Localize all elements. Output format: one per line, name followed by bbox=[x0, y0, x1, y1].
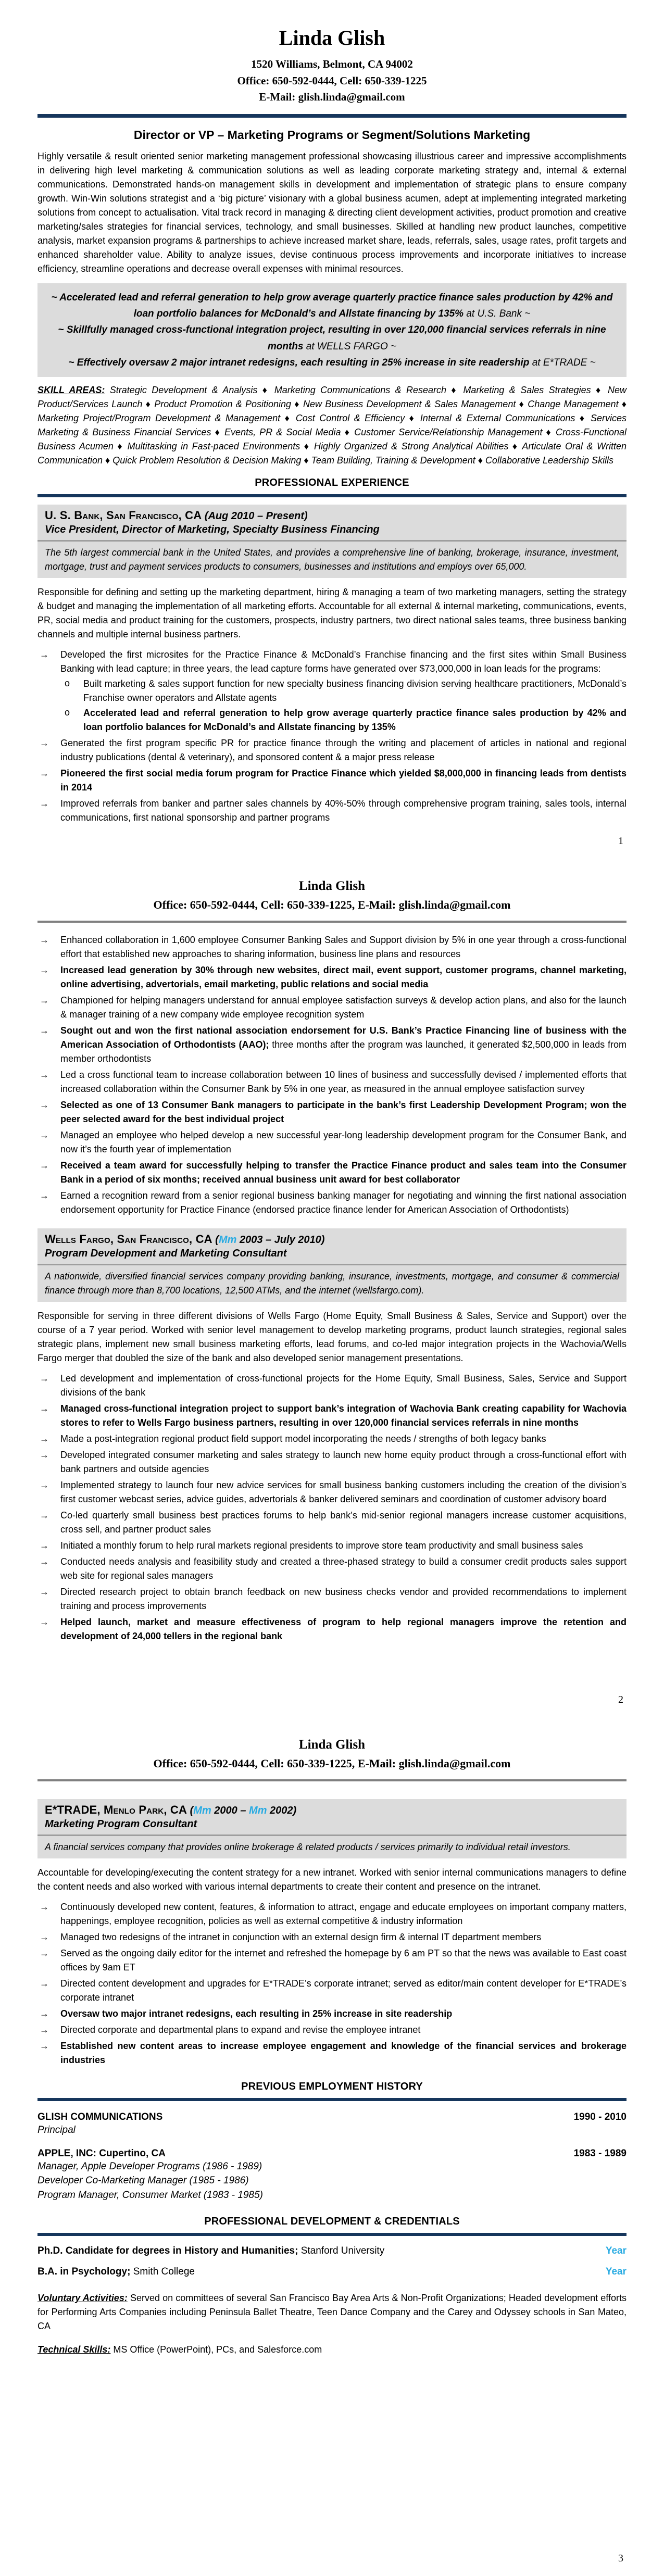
credential-row bbox=[37, 2245, 627, 2257]
achievement-list bbox=[37, 1900, 627, 2067]
bullet-item: → Managed an employee who helped develop a new successful year-long leadership development program for the Consumer Bank, and now it’s the fourth year of implementation bbox=[37, 1128, 627, 1157]
bullet-item: → Led a cross functional team to increase collaboration between 10 lines of business and successfully devised / implemented efforts that increased collaboration within the Consumer Bank by 5% in one year, as measured in the annual employee satisfaction survey bbox=[37, 1068, 627, 1096]
resume-name: Linda Glish bbox=[279, 26, 385, 49]
company-header bbox=[37, 1228, 627, 1264]
contact-email: E-Mail: glish.linda@gmail.com bbox=[259, 91, 405, 103]
company-block-wellsfargo bbox=[37, 1228, 627, 1302]
resume-name: Linda Glish bbox=[298, 1738, 366, 1752]
company-dates bbox=[215, 1234, 324, 1246]
credential-row bbox=[37, 2266, 627, 2278]
employment-dates: 1983 - 1989 bbox=[573, 2147, 627, 2159]
bullet-item: → Led development and implementation of cross-functional projects for the Home Equity, Small Business, Sales, Service and Support divisions of the bank bbox=[37, 1372, 627, 1400]
bullet-item: → Generated the first program specific PR for practice finance through the writing and placement of articles in national and regional industry publications (dental & veterinary), and sponsored content & a major press release bbox=[37, 736, 627, 764]
resume-name: Linda Glish bbox=[298, 879, 366, 893]
skill-areas-list: Strategic Development & Analysis ♦ Marketing Communications & Research ♦ Marketing & Sales Strategies ♦ New Product/Services Launch ♦ Product Promotion & Positioning ♦ New Business Development & Sales Management ♦ Change Management ♦ Marketing Project/Program Development & Management ♦ Cost Control & Efficiency ♦ Internal & External Communications ♦ Services Marketing & Business Financial Services ♦ Events, PR & Social Media ♦ Customer Service/Relationship Management ♦ Cross-Functional Business Acumen ♦ Multitasking in Fast-paced Environments ♦ Highly Organized & Strong Analytical Abilities ♦ Articulate Oral & Written Communication ♦ Quick Problem Resolution & Decision Making ♦ Team Building, Training & Development ♦ Collaborative Leadership Skills bbox=[37, 385, 627, 466]
employment-role-list bbox=[37, 2159, 627, 2203]
highlight-item: ~ Effectively oversaw 2 major intranet redesigns, each resulting in 25% increase in site readership at E*TRADE ~ bbox=[68, 357, 596, 368]
credential-year: Year bbox=[605, 2245, 627, 2257]
company-description: The 5th largest commercial bank in the United States, and provides a comprehensive line of banking, brokerage, insurance, investment, mortgage, trust and payment services products to consumers, businesses and institutions and employs over 65,000. bbox=[45, 547, 619, 572]
company-block-usbank bbox=[37, 505, 627, 578]
role-intro-paragraph: Accountable for developing/executing the content strategy for a new intranet. Worked with senior internal communications managers to define the content needs and also worked with various internal departments to create their content and presence on the intranet. bbox=[37, 1867, 627, 1892]
bullet-item: → Made a post-integration regional product field support model incorporating the needs / strengths of both legacy banks bbox=[37, 1432, 627, 1446]
employment-role: Manager, Apple Developer Programs (1986 - 1989) bbox=[37, 2160, 262, 2172]
company-name: U. S. Bank, San Francisco, CA bbox=[45, 509, 205, 522]
resume-header bbox=[37, 0, 627, 106]
divider-gray bbox=[37, 1779, 627, 1781]
divider-navy bbox=[37, 114, 627, 118]
bullet-item: → Improved referrals from banker and partner sales channels by 40%-50% through comprehensive program training, sales tools, internal communications, first national sponsorship and partner programs bbox=[37, 797, 627, 825]
company-description: A financial services company that provides online brokerage & related products / services primarily to individual retail investors. bbox=[45, 1842, 571, 1852]
voluntary-activities bbox=[37, 2291, 627, 2333]
bullet-item: → Managed cross-functional integration project to support bank’s integration of Wachovia Bank creating capability for Wachovia stores to refer to Wells Fargo business partners, resulting in over 120,000 financial services referrals in nine months bbox=[37, 1402, 627, 1430]
bullet-item: → Helped launch, market and measure effectiveness of program to help regional managers improve the retention and development of 24,000 tellers in the regional bank bbox=[37, 1615, 627, 1643]
technical-skills bbox=[37, 2343, 627, 2357]
bullet-item: → Served as the ongoing daily editor for the internet and refreshed the homepage by 6 am PT so that the news was available to East coast offices by 9am ET bbox=[37, 1946, 627, 1975]
bullet-item: → Managed two redesigns of the intranet in conjunction with an external design firm & internal IT department members bbox=[37, 1930, 627, 1944]
dates-text: ( bbox=[215, 1234, 219, 1246]
role-intro-paragraph: Responsible for serving in three different divisions of Wells Fargo (Home Equity, Small Business & Sales, Service and Support) over the course of a 7 year period. Worked with senior level management to develop marketing programs, product launch strategies, regional sales strategic plans, implement new small business marketing efforts, lead forums, and co-led major integration projects in the Wachovia/Wells Fargo merger that doubled the size of the bank and also developed senior management presentations. bbox=[37, 1311, 627, 1363]
employment-row bbox=[37, 2148, 627, 2159]
achievement-list bbox=[37, 933, 627, 1217]
contact-block bbox=[37, 56, 627, 106]
page-header bbox=[37, 859, 627, 913]
employment-role: Developer Co-Marketing Manager (1985 - 1986) bbox=[37, 2175, 249, 2187]
contact-line: Office: 650-592-0444, Cell: 650-339-1225, E-Mail: glish.linda@gmail.com bbox=[153, 898, 511, 911]
highlight-item: ~ Skillfully managed cross-functional integration project, resulting in over 120,000 financial services referrals in nine months at WELLS FARGO ~ bbox=[58, 324, 606, 352]
bullet-item bbox=[37, 648, 627, 734]
company-block-etrade bbox=[37, 1799, 627, 1858]
role-intro-paragraph: Responsible for defining and setting up the marketing department, hiring & managing a team of two marketing managers, setting the strategy & budget and managing the implementation of all marketing efforts. Accountable for all external & internal marketing, communications, events, PR, social media and product training for the customers, prospects, industry partners, two direct national sales teams, three business banking channels and multiple internal business partners. bbox=[37, 587, 627, 640]
employment-role: Program Manager, Consumer Market (1983 - 1985) bbox=[37, 2189, 263, 2201]
sub-bullet-list bbox=[60, 677, 627, 734]
employer-name: GLISH COMMUNICATIONS bbox=[37, 2112, 163, 2122]
bullet-item: → Co-led quarterly small business best practices forums to help bank’s mid-senior regional managers increase customer acquisitions, cross sell, and partner product sales bbox=[37, 1509, 627, 1537]
voluntary-activities-text: Served on committees of several San Francisco Bay Area Arts & Non-Profit Organizations; Headed development efforts for Performing Arts Companies including Peninsula Ballet Theatre, Teen Dance Company and the Carey and Odyssey schools in San Mateo, CA bbox=[37, 2293, 627, 2332]
skill-areas bbox=[37, 383, 627, 468]
bullet-item: → Increased lead generation by 30% through new websites, direct mail, event support, customer programs, channel marketing, online advertising, advertorials, email marketing, public relations and social media bbox=[37, 963, 627, 991]
page-header bbox=[37, 1717, 627, 1772]
job-title: Program Development and Marketing Consultant bbox=[45, 1248, 287, 1259]
skill-areas-label: SKILL AREAS: bbox=[37, 385, 105, 396]
dates-month-placeholder: Mm bbox=[193, 1805, 211, 1816]
employment-role: Principal bbox=[37, 2125, 76, 2135]
resume-objective-title: Director or VP – Marketing Programs or Segment/Solutions Marketing bbox=[133, 128, 531, 142]
bullet-item: → Oversaw two major intranet redesigns, each resulting in 25% increase in site readership bbox=[37, 2007, 627, 2021]
company-dates bbox=[190, 1805, 297, 1816]
bullet-item: → Directed content development and upgrades for E*TRADE’s corporate intranet; served as editor/main content developer for E*TRADE’s corporate intranet bbox=[37, 1977, 627, 2005]
employer-name: APPLE, INC: Cupertino, CA bbox=[37, 2147, 166, 2159]
dates-text: 2000 – bbox=[211, 1805, 249, 1816]
company-title-line bbox=[45, 509, 619, 522]
dates-text: 2003 – July 2010) bbox=[236, 1234, 325, 1246]
job-title: Marketing Program Consultant bbox=[45, 1818, 197, 1830]
bullet-item: → Initiated a monthly forum to help rural markets regional presidents to improve store team productivity and small business sales bbox=[37, 1539, 627, 1553]
page-number: 3 bbox=[618, 2553, 623, 2564]
bullet-item: → Enhanced collaboration in 1,600 employee Consumer Banking Sales and Support division by 5% in one year through a cross-functional effort that established new approaches to sharing information, business line plans and resources bbox=[37, 933, 627, 961]
resume-page-1 bbox=[0, 0, 664, 859]
divider-navy bbox=[37, 494, 627, 497]
bullet-item: → Directed corporate and departmental plans to expand and revise the employee intranet bbox=[37, 2023, 627, 2037]
divider-navy bbox=[37, 2098, 627, 2101]
sub-bullet-item: o Accelerated lead and referral generation to help grow average quarterly practice finance sales production by 42% and loan portfolio balances for McDonald’s and Allstate financing by 135% bbox=[60, 706, 627, 734]
company-header bbox=[37, 1799, 627, 1834]
contact-address: 1520 Williams, Belmont, CA 94002 bbox=[251, 58, 413, 70]
dates-month-placeholder: Mm bbox=[218, 1234, 237, 1246]
resume-page-2 bbox=[0, 859, 664, 1717]
voluntary-activities-label: Voluntary Activities: bbox=[37, 2293, 128, 2304]
page-number: 2 bbox=[618, 1694, 623, 1705]
employment-dates: 1990 - 2010 bbox=[573, 2112, 627, 2122]
bullet-item: → Developed integrated consumer marketing and sales strategy to launch new home equity product through a cross-functional effort with bank partners and outside agencies bbox=[37, 1448, 627, 1476]
sub-bullet-item: o Built marketing & sales support function for new specialty business financing division serving healthcare practitioners, McDonald’s Franchise owner operators and Allstate agents bbox=[60, 677, 627, 705]
resume-page-3 bbox=[0, 1717, 664, 2576]
summary-paragraph: Highly versatile & result oriented senior marketing management professional showcasing illustrious career and impressive accomplishments in delivering high level marketing & communication solutions as well as leading corporate marketing strategy and, internal & external communications. Demonstrated hands-on management skills in development and implementation of strategic plans to ensure company growth. Win-Win solutions strategist and a ‘big picture’ visionary with a global business acumen, adept at implementing integrated marketing solutions from concept to actualisation. Vital track record in managing & directing client development activities, product promotion and creative marketing/sales strategies for financial services, technology, and small businesses. Skilled at handling new product launches, competitive analysis, market expansion programs & partnerships to achieve increased market share, leads, referrals, sales, usage rates, profit targets and enhanced shareholder value. Ability to analyze issues, devise continuous process improvements and incorporate initiatives to increase efficiency, streamline operations and decrease overall expenses with minimal resources. bbox=[37, 150, 627, 274]
bullet-item: → Sought out and won the first national association endorsement for U.S. Bank’s Practice Financing line of business with the American Association of Orthodontists (AAO); three months after the program was launched, it generated $2,500,000 in leads from member orthodontists bbox=[37, 1024, 627, 1066]
company-name: E*TRADE, Menlo Park, CA bbox=[45, 1803, 190, 1816]
highlights-box bbox=[37, 283, 627, 378]
company-title-line bbox=[45, 1233, 619, 1246]
employment-entry-apple bbox=[37, 2148, 627, 2203]
company-title-line bbox=[45, 1803, 619, 1817]
employment-entry-glish bbox=[37, 2112, 627, 2138]
dates-text: 2002) bbox=[267, 1805, 297, 1816]
credential-text: Ph.D. Candidate for degrees in History and Humanities; Stanford University bbox=[37, 2245, 385, 2257]
bullet-item: → Earned a recognition reward from a senior regional business banking manager for negotiating and winning the first national association endorsement opportunity for Practice Finance (endorsed practice finance lender for American Association of Orthodontists) bbox=[37, 1189, 627, 1217]
job-title: Vice President, Director of Marketing, Specialty Business Financing bbox=[45, 524, 380, 536]
technical-skills-label: Technical Skills: bbox=[37, 2344, 111, 2355]
page-number: 1 bbox=[618, 835, 623, 847]
bullet-item: → Established new content areas to increase employee engagement and knowledge of the financial services and brokerage industries bbox=[37, 2039, 627, 2067]
credential-text: B.A. in Psychology; Smith College bbox=[37, 2266, 195, 2278]
company-name: Wells Fargo, San Francisco, CA bbox=[45, 1233, 216, 1246]
bullet-item: → Implemented strategy to launch four new advice services for small business banking customers including the creation of the division’s first customer webcast series, advice guides, advertorials & banker delivered seminars and coordination of customer advisory board bbox=[37, 1478, 627, 1506]
achievement-list bbox=[37, 648, 627, 734]
divider-navy bbox=[37, 2233, 627, 2236]
credential-list bbox=[37, 2245, 627, 2278]
company-dates: (Aug 2010 – Present) bbox=[204, 510, 308, 522]
divider-gray bbox=[37, 921, 627, 923]
technical-skills-text: MS Office (PowerPoint), PCs, and Salesforce.com bbox=[110, 2344, 322, 2355]
bullet-item: → Pioneered the first social media forum program for Practice Finance which yielded $8,000,000 in financing leads from dentists in 2014 bbox=[37, 766, 627, 795]
dates-month-placeholder: Mm bbox=[249, 1805, 267, 1816]
company-header bbox=[37, 505, 627, 540]
highlight-item: ~ Accelerated lead and referral generation to help grow average quarterly practice finance sales production by 42% and loan portfolio balances for McDonald’s and Allstate financing by 135% at U.S. Bank ~ bbox=[51, 292, 613, 319]
bullet-text: Developed the first microsites for the Practice Finance & McDonald’s Franchise financing and the first sites within Small Business Banking with lead capture; in three years, the lead capture forms have generated over $73,000,000 in loan leads for the programs: bbox=[60, 649, 627, 674]
credential-year: Year bbox=[605, 2266, 627, 2278]
employment-row bbox=[37, 2112, 627, 2123]
bullet-item: → Received a team award for successfully helping to transfer the Practice Finance product and sales team into the Consumer Bank in a period of six months; received annual business unit award for best collaborator bbox=[37, 1159, 627, 1187]
bullet-item: → Continuously developed new content, features, & information to attract, engage and educate employees on important company matters, happenings, employee recognition, policies as well as external competitive & industry information bbox=[37, 1900, 627, 1928]
section-heading-experience: PROFESSIONAL EXPERIENCE bbox=[255, 477, 409, 489]
contact-phones: Office: 650-592-0444, Cell: 650-339-1225 bbox=[237, 74, 427, 87]
section-heading-credentials: PROFESSIONAL DEVELOPMENT & CREDENTIALS bbox=[204, 2216, 460, 2228]
achievement-list bbox=[37, 1372, 627, 1643]
contact-line: Office: 650-592-0444, Cell: 650-339-1225, E-Mail: glish.linda@gmail.com bbox=[153, 1757, 511, 1770]
bullet-item: → Championed for helping managers understand for annual employee satisfaction surveys & develop action plans, and also for the launch & manager training of a new company wide employee recognition system bbox=[37, 994, 627, 1022]
dates-text: ( bbox=[190, 1805, 194, 1816]
bullet-item: → Directed research project to obtain branch feedback on new business checks vendor and provided recommendations to implement training and process improvements bbox=[37, 1585, 627, 1613]
bullet-item: → Selected as one of 13 Consumer Bank managers to participate in the bank’s first Leadership Development Program; won the peer selected award for the best individual project bbox=[37, 1098, 627, 1126]
company-description: A nationwide, diversified financial services company providing banking, insurance, investments, mortgage, and consumer & commercial finance through more than 8,700 locations, 12,500 ATMs, and the internet (wellsfargo.com). bbox=[45, 1271, 619, 1296]
section-heading-previous-employment: PREVIOUS EMPLOYMENT HISTORY bbox=[241, 2081, 423, 2092]
achievement-list bbox=[37, 736, 627, 825]
bullet-item: → Conducted needs analysis and feasibility study and created a three-phased strategy to build a consumer credit products sales support web site for regional sales managers bbox=[37, 1555, 627, 1583]
